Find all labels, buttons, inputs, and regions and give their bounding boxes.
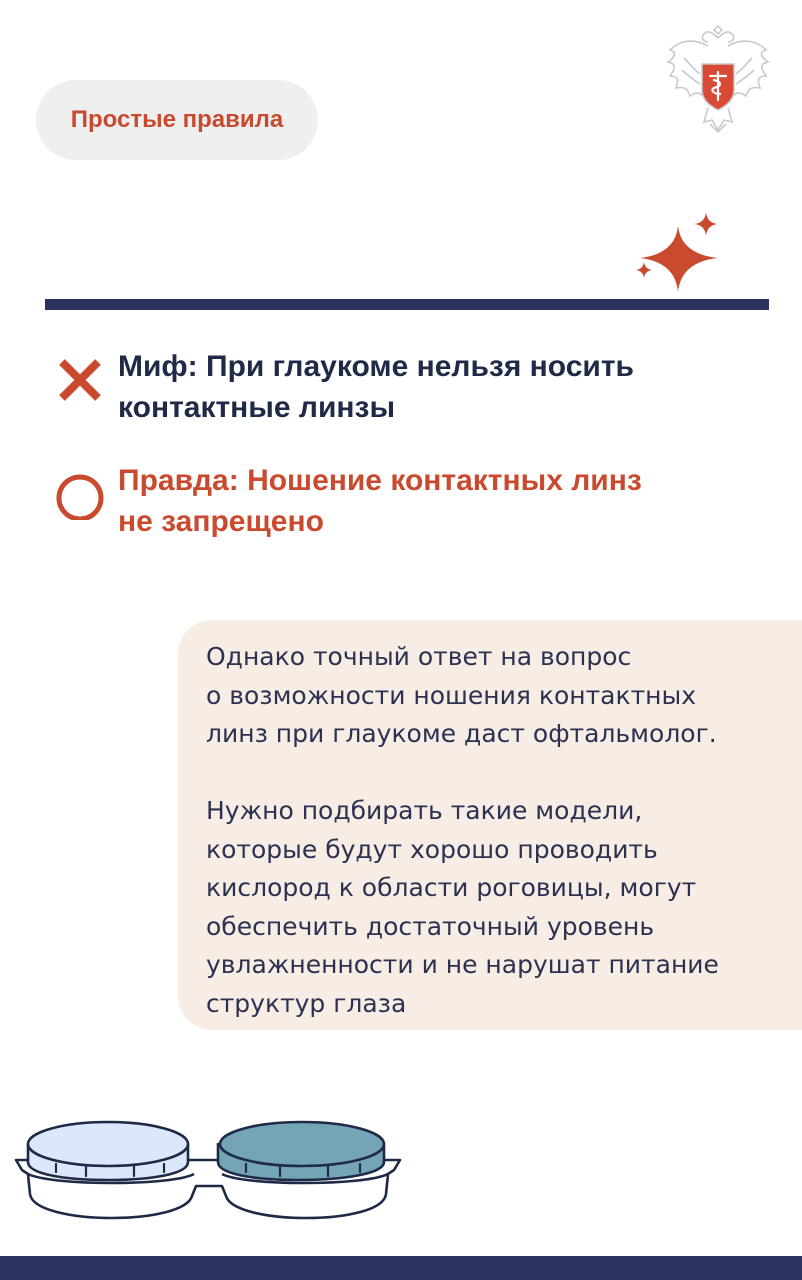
myth-statement [52,346,718,428]
category-tag [36,80,318,160]
emblem-logo [664,24,772,134]
info-card [178,620,802,1030]
sparkle-icon [632,208,724,294]
myth-text: Миф: При глаукоме нельзя носить контактные линзы [118,350,634,424]
contact-lens-case-illustration [12,1110,404,1226]
footer-bar [0,1256,802,1280]
info-paragraph-1: Однако точный ответ на вопрос о возможности ношения контактных линз при глаукоме даст офтальмолог. [206,642,717,748]
info-paragraph-2: Нужно подбирать такие модели, которые будут хорошо проводить кислород к области роговицы, могут обеспечить достаточный уровень увлажненности и не нарушат питание структур глаза [206,796,719,1018]
circle-icon [52,464,108,520]
truth-text: Правда: Ношение контактных линз не запрещено [118,464,642,538]
cross-icon [52,350,108,406]
section-divider [45,299,769,310]
category-tag-label: Простые правила [70,106,284,133]
truth-statement [52,460,718,542]
